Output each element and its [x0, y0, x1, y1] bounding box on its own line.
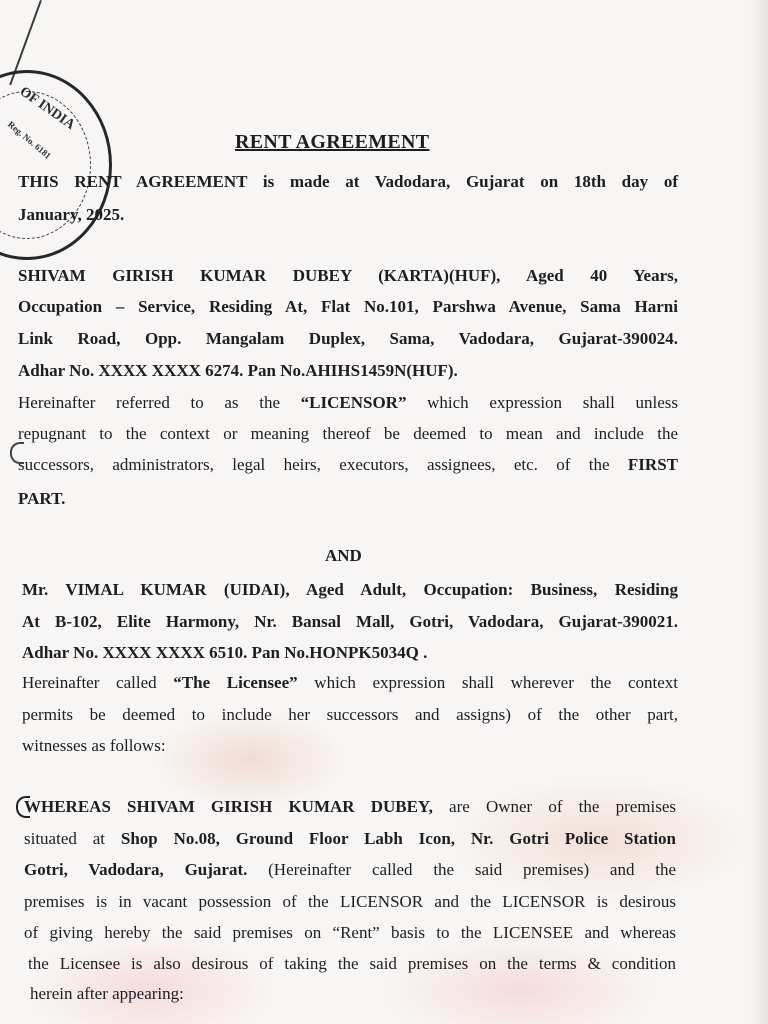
licensor-clause-line-2: repugnant to the context or meaning thereof be deemed to mean and include the: [18, 424, 678, 443]
licensor-clause-line-1: [18, 387, 678, 418]
licensor-line-3: Link Road, Opp. Mangalam Duplex, Sama, Vadodara, Gujarat-390024.: [18, 329, 678, 348]
intro-text-1: THIS RENT AGREEMENT is made at Vadodara, Gujarat on 18th day of: [18, 172, 678, 191]
licensee-line-3: Adhar No. XXXX XXXX 6510. Pan No.HONPK5034Q .: [22, 643, 428, 662]
whereas-line-6: the Licensee is also desirous of taking the said premises on the terms & condition: [28, 954, 676, 973]
whereas-text-1b: are Owner of the premises: [432, 797, 676, 816]
licensee-clause-text-a: Hereinafter called: [22, 673, 174, 692]
licensor-line-1: SHIVAM GIRISH KUMAR DUBEY (KARTA)(HUF), Aged 40 Years,: [18, 266, 678, 285]
seal-text-reg: Reg. No. 6181: [5, 119, 54, 161]
licensee-clause-text-c: which expression shall wherever the context: [297, 673, 678, 692]
whereas-line-1: [24, 791, 676, 822]
licensor-clause-line-4: PART.: [18, 489, 66, 508]
whereas-line-2: [24, 823, 676, 854]
whereas-text-2a: situated at: [24, 829, 121, 848]
licensee-line-1: Mr. VIMAL KUMAR (UIDAI), Aged Adult, Occupation: Business, Residing: [22, 580, 678, 599]
licensor-line-2: Occupation – Service, Residing At, Flat No.101, Parshwa Avenue, Sama Harni: [18, 297, 678, 316]
document-title: RENT AGREEMENT: [235, 131, 430, 153]
whereas-text-3b: (Hereinafter called the said premises) and the: [247, 860, 676, 879]
notary-seal: [0, 70, 112, 260]
seal-text-top: OF INDIA: [16, 84, 78, 133]
licensor-clause-line-3: [18, 449, 678, 480]
licensee-term: “The Licensee”: [173, 673, 298, 692]
premises-city: Gotri, Vadodara, Gujarat.: [24, 860, 248, 879]
page-edge-shadow: [750, 0, 768, 1024]
licensor-clause-text-a: Hereinafter referred to as the: [18, 393, 301, 412]
licensee-clause-line-3: witnesses as follows:: [22, 736, 166, 755]
licensor-term: “LICENSOR”: [300, 393, 407, 412]
premises-address: Shop No.08, Ground Floor Labh Icon, Nr. Gotri Police Station: [120, 829, 676, 848]
margin-mark-1: [10, 442, 24, 464]
licensee-clause-line-1: [22, 667, 678, 698]
whereas-line-5: of giving hereby the said premises on “Rent” basis to the LICENSEE and whereas: [24, 923, 676, 942]
intro-line-1: [18, 166, 678, 197]
and-separator: AND: [325, 546, 362, 565]
intro-line-2: [18, 199, 678, 230]
whereas-owner: WHEREAS SHIVAM GIRISH KUMAR DUBEY,: [24, 797, 433, 816]
licensor-clause-text-c: which expression shall unless: [406, 393, 678, 412]
licensee-line-2: At B-102, Elite Harmony, Nr. Bansal Mall, Gotri, Vadodara, Gujarat-390021.: [22, 612, 678, 631]
first-part-term: FIRST: [627, 455, 678, 474]
licensor-line-4: Adhar No. XXXX XXXX 6274. Pan No.AHIHS1459N(HUF).: [18, 361, 458, 380]
whereas-line-4: premises is in vacant possession of the LICENSOR and the LICENSOR is desirous: [24, 892, 676, 911]
intro-text-2: January, 2025.: [18, 205, 125, 224]
licensee-clause-line-2: permits be deemed to include her successors and assigns) of the other part,: [22, 705, 678, 724]
licensor-clause-text-3a: successors, administrators, legal heirs, executors, assignees, etc. of the: [18, 455, 628, 474]
whereas-line-3: [24, 854, 676, 885]
margin-mark-2: [16, 796, 30, 818]
whereas-line-7: herein after appearing:: [30, 984, 184, 1003]
